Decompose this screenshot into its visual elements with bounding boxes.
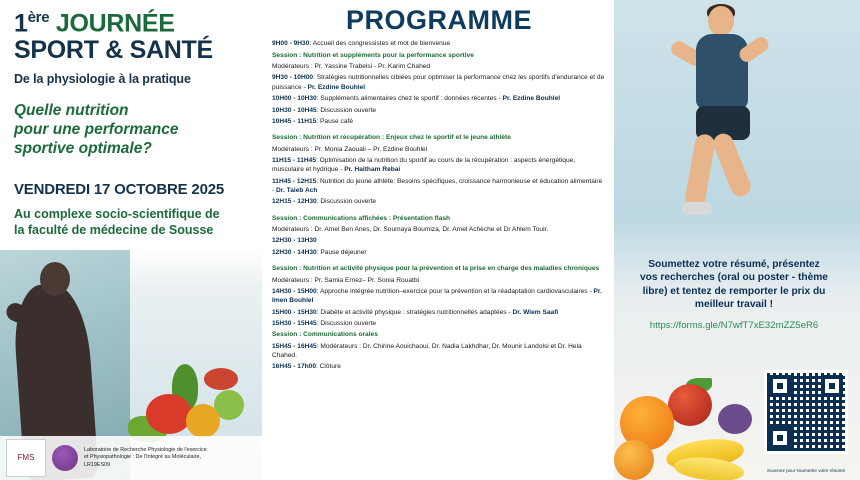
program-entry-list <box>272 39 606 371</box>
association-logo <box>52 445 78 471</box>
slot-description: : Diabète et activité physique : stratégies nutritionnelles adaptées - <box>316 308 513 316</box>
moderators-label: Modérateurs : Pr. Yassine Trabelsi - Pr. Karim Chahed <box>272 63 431 71</box>
slot-time: 12H30 - 13H30 <box>272 237 317 245</box>
slot-description: : Discussion ouverte <box>316 319 377 327</box>
session-label: Session : Nutrition et récupération : Enjeux chez le sportif et le jeune athlète <box>272 134 511 142</box>
program-moderators <box>272 145 606 154</box>
event-venue <box>14 207 250 238</box>
slot-description: : Approche intégrée nutrition–exercice pour la prévention et la réadaptation cardiovasculaires - <box>316 287 594 295</box>
right-panel <box>614 0 860 480</box>
event-title-line-1 <box>14 10 250 36</box>
slot-description: : Stratégies nutritionnelles ciblées pour optimiser la performance chez les sportifs d'endurance et de puissance - <box>272 74 605 91</box>
program-slot <box>272 106 606 115</box>
runner-photo <box>656 6 786 256</box>
slot-speaker: Pr. Haitham Rebai <box>344 166 401 174</box>
program-slot <box>272 342 606 361</box>
session-label: Session : Communications affichées : Présentation flash <box>272 214 451 222</box>
runner-torso-shape <box>696 34 748 110</box>
program-slot <box>272 362 606 371</box>
slot-description: : Optimisation de la nutrition du sportif au cours de la récupération : aspects énergétique, musculaire et hydrique - <box>272 156 576 174</box>
event-ordinal: 1 <box>14 9 28 38</box>
runner-shoe-shape <box>682 202 712 215</box>
slot-time: 9H00 - 9H30 <box>272 40 310 48</box>
event-question <box>14 102 250 159</box>
vegetable-pepper-icon <box>204 368 238 390</box>
submission-line-1: Soumettez votre résumé, présentez <box>648 259 820 270</box>
left-panel <box>0 0 262 480</box>
submission-line-3: libre) et tentez de remporter le prix du <box>642 285 826 297</box>
program-slot <box>272 287 606 306</box>
athlete-head-shape <box>40 262 70 296</box>
slot-time: 12H15 - 12H30 <box>272 198 317 206</box>
qr-code-pattern <box>767 373 845 451</box>
slot-time: 10H30 - 10H45 <box>272 106 317 114</box>
faculty-logo <box>6 439 46 477</box>
slot-speaker: Dr. Wiem Saafi <box>512 308 559 316</box>
program-moderators <box>272 62 606 71</box>
fruit-orange-second-icon <box>614 440 654 480</box>
program-panel <box>262 0 614 480</box>
sponsor-logos-bar <box>0 436 262 480</box>
slot-description: : Clôture <box>316 363 341 371</box>
submission-text <box>622 258 846 312</box>
slot-description: : Nutrition du jeune athlète: Besoins spécifiques, croissance harmonieuse et éducation alimentaire - <box>272 177 603 195</box>
event-question-line-3: sportive optimale? <box>14 140 152 158</box>
slot-time: 16H45 - 17h00 <box>272 363 316 371</box>
session-label: Session : Nutrition et suppléments pour la performance sportive <box>272 51 474 59</box>
submission-form-link[interactable]: https://forms.gle/N7wfT7xE32mZZ5eR6 <box>649 319 819 331</box>
slot-time: 15H30 - 15H45 <box>272 319 317 327</box>
slot-description: : Discussion ouverte <box>316 106 377 114</box>
event-venue-line-2: la faculté de médecine de Sousse <box>14 222 214 237</box>
slot-time: 11H45 - 12H15 <box>272 177 317 185</box>
lab-logo-text: Laboratoire de Recherche Physiologie de l'exercice et Physiopathologie : De l'Intégré au Moléculaire, LR19ES09 <box>84 447 207 468</box>
program-session-title <box>272 51 606 60</box>
runner-head-shape <box>708 6 734 36</box>
slot-speaker: Pr. Ezdine Bouhlel <box>307 83 366 91</box>
program-session-title <box>272 264 606 273</box>
slot-time: 11H15 - 11H45 <box>272 156 316 164</box>
event-title-line-2: SPORT & SANTÉ <box>14 36 213 65</box>
faculty-logo-label: FMS <box>17 453 35 462</box>
program-session-title <box>272 214 606 223</box>
program-slot <box>272 94 606 103</box>
slot-description: : Suppléments alimentaires chez le sportif : données récentes - <box>316 95 503 103</box>
slot-speaker: Pr. Imen Bouhlel <box>272 287 602 305</box>
slot-description: : Pause déjeuner <box>316 248 367 256</box>
event-ordinal-suffix: ère <box>27 9 50 26</box>
program-moderators <box>272 276 606 285</box>
session-label: Session : Nutrition et activité physique pour la prévention et la prise en charge des maladies chroniques <box>272 265 600 273</box>
moderators-label: Modérateurs : Pr. Samia Ernez– Pr. Sonia Rouatbi <box>272 276 419 284</box>
fruit-apple-icon <box>668 384 712 426</box>
qr-finder-top-right <box>821 375 843 397</box>
slot-time: 15H45 - 16H45 <box>272 342 317 350</box>
slot-time: 9H30 - 10H00 <box>272 74 314 82</box>
slot-speaker: Dr. Taieb Ach <box>276 187 318 195</box>
vegetables-photo <box>128 332 260 444</box>
program-moderators <box>272 225 606 234</box>
slot-time: 15H00 - 15H30 <box>272 308 317 316</box>
submission-line-4: meilleur travail ! <box>694 299 774 311</box>
event-date: VENDREDI 17 OCTOBRE 2025 <box>14 181 224 199</box>
program-slot <box>272 248 606 257</box>
qr-finder-top-left <box>769 375 791 397</box>
program-slot <box>272 319 606 328</box>
program-slot <box>272 39 606 48</box>
program-heading: PROGRAMME <box>346 5 532 35</box>
slot-description: : Modérateurs : Dr. Chirine Aouichaoui, Dr. Nadia Lakhdhar, Dr. Mounir Landolsi et Dr. Hela Chahed. <box>272 342 582 360</box>
program-slot <box>272 236 606 245</box>
slot-description: : Accueil des congressistes et mot de bienvenue <box>309 40 451 48</box>
left-text-block <box>0 0 262 238</box>
program-slot <box>272 117 606 126</box>
moderators-label: Modérateurs : Pr. Monia Zaouali – Pr. Ezdine Bouhlel <box>272 145 428 153</box>
session-label: Session : Communications orales <box>272 331 378 339</box>
slot-description: : Discussion ouverte <box>316 198 377 206</box>
vegetable-tomato-icon <box>146 394 192 434</box>
qr-finder-bottom-left <box>769 427 791 449</box>
program-slot <box>272 177 606 196</box>
event-venue-line-1: Au complexe socio-scientifique de <box>14 207 220 222</box>
slot-time: 10H45 - 11H15 <box>272 117 317 125</box>
fruit-grapes-icon <box>718 404 752 434</box>
submission-line-2: vos recherches (oral ou poster - thème <box>640 272 828 284</box>
slot-speaker: Pr. Ezdine Bouhlel <box>502 95 561 103</box>
event-question-line-1: Quelle nutrition <box>14 102 129 120</box>
qr-code[interactable] <box>764 370 848 454</box>
program-slot <box>272 156 606 175</box>
moderators-label: Modérateurs : Dr. Amel Ben Anes, Dr. Soumaya Boumiza, Dr. Amel Achèche et Dr Ahlem Touir. <box>272 226 549 234</box>
slot-time: 14H30 - 15H00 <box>272 287 317 295</box>
event-subtitle: De la physiologie à la pratique <box>14 72 191 87</box>
slot-description: : Pause café <box>316 117 354 125</box>
runner-left-leg-shape <box>684 133 717 209</box>
slot-time: 10H00 - 10H30 <box>272 95 317 103</box>
submission-callout <box>622 258 846 331</box>
slot-time: 12H30 - 14H30 <box>272 248 317 256</box>
fruits-photo <box>614 368 774 480</box>
runner-right-leg-shape <box>710 131 753 200</box>
program-slot <box>272 197 606 206</box>
program-slot <box>272 308 606 317</box>
event-question-line-2: pour une performance <box>14 121 179 139</box>
qr-caption: Scannez pour soumettre votre résumé <box>766 468 846 474</box>
event-title-journee: JOURNÉE <box>55 9 175 38</box>
program-slot <box>272 73 606 92</box>
vegetable-orange-icon <box>186 404 220 438</box>
program-session-title <box>272 133 606 142</box>
program-session-title <box>272 330 606 339</box>
